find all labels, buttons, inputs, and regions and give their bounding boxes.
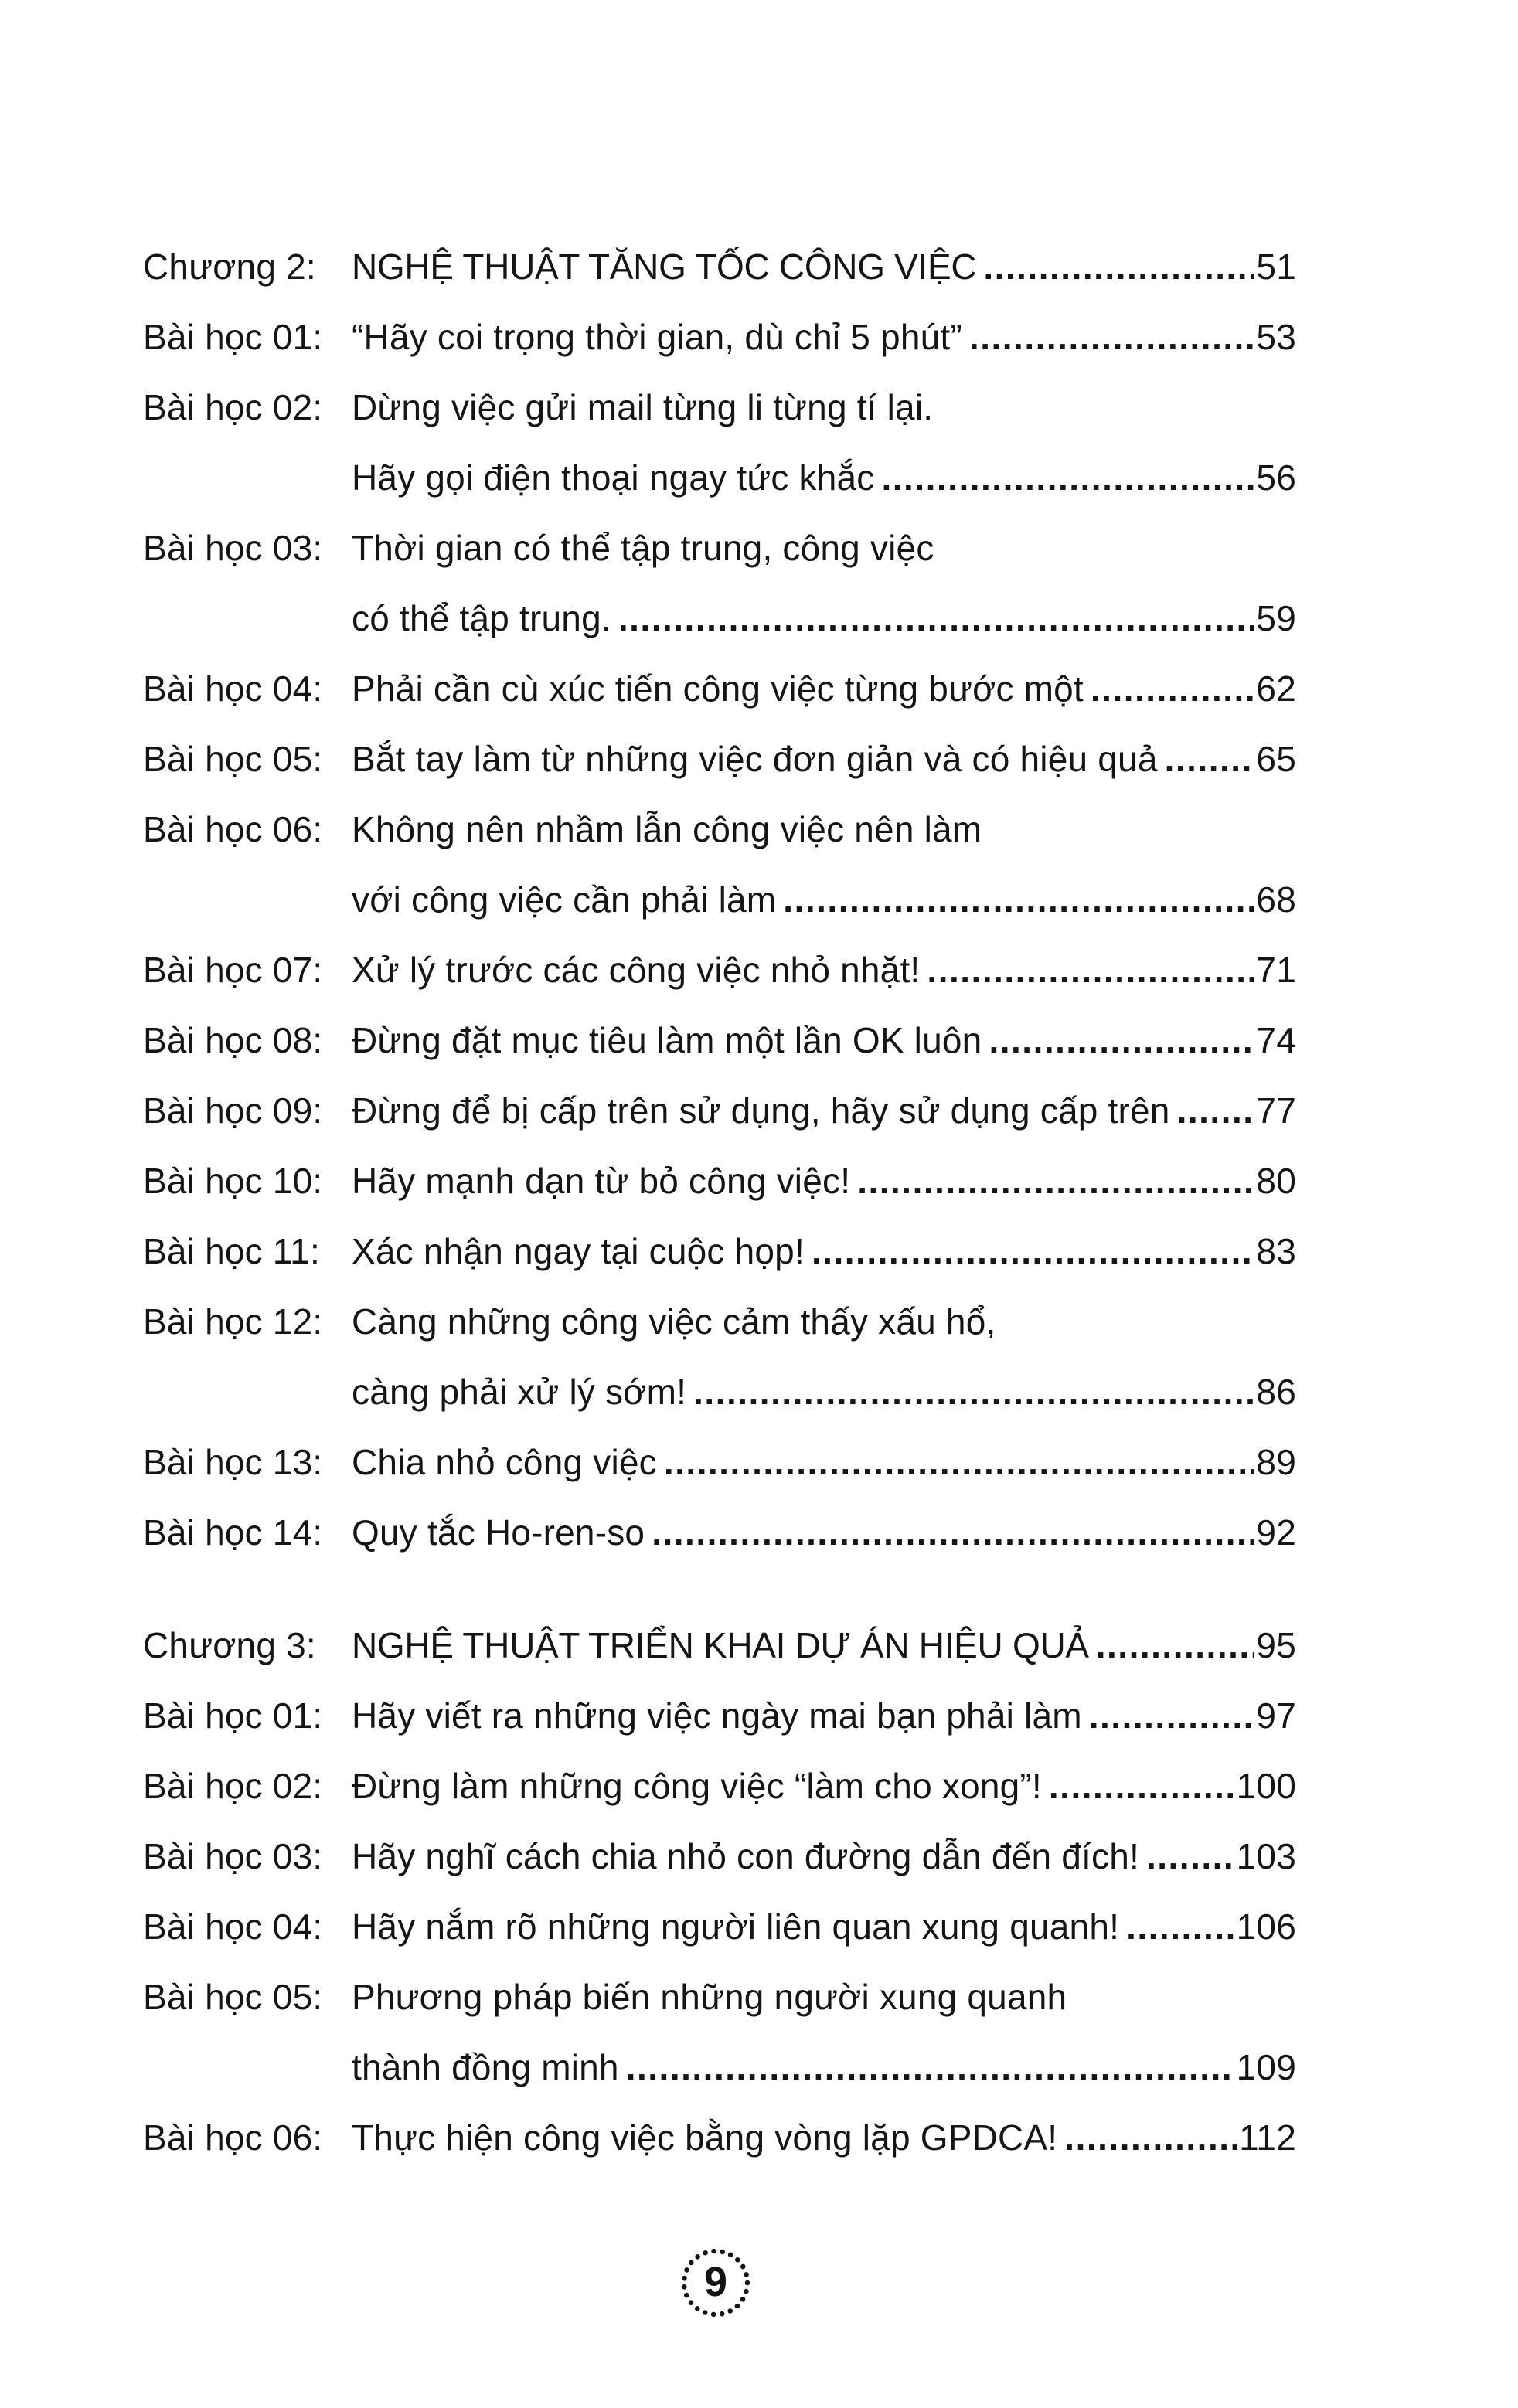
entry-label: Bài học 13:	[143, 1442, 323, 1482]
toc-list	[143, 232, 1296, 2173]
dot-leader	[989, 1005, 1254, 1076]
entry-page-number: 97	[1256, 1695, 1296, 1736]
entry-page-number: 106	[1236, 1906, 1296, 1947]
toc-entry-line	[143, 1427, 1296, 1498]
entry-title: Xử lý trước các công việc nhỏ nhặt!	[352, 950, 921, 990]
entry-label: Bài học 14:	[143, 1512, 323, 1553]
dot-leader	[927, 935, 1254, 1005]
entry-page-number: 68	[1256, 879, 1296, 920]
toc-entry-line	[143, 1146, 1296, 1216]
entry-title: Thực hiện công việc bằng vòng lặp GPDCA!	[352, 2117, 1058, 2158]
dot-leader	[812, 1216, 1254, 1287]
dot-leader	[983, 232, 1254, 302]
dot-leader	[693, 1357, 1254, 1427]
dot-leader	[1096, 1610, 1255, 1681]
entry-label: Bài học 09:	[143, 1090, 323, 1131]
dot-leader	[1049, 1751, 1235, 1821]
entry-page-number: 53	[1256, 317, 1296, 357]
toc-entry-line	[143, 1681, 1296, 1751]
entry-label: Bài học 01:	[143, 1695, 323, 1736]
toc-entry-line	[143, 1357, 1296, 1427]
toc-entry-line	[143, 1610, 1296, 1681]
entry-page-number: 62	[1256, 668, 1296, 709]
dot-leader	[664, 1427, 1255, 1498]
dot-leader	[1165, 724, 1255, 794]
entry-title: Bắt tay làm từ những việc đơn giản và có hiệu quả	[352, 739, 1158, 779]
entry-label: Bài học 08:	[143, 1020, 323, 1060]
entry-page-number: 56	[1256, 457, 1296, 498]
page-footer	[0, 2246, 1518, 2326]
toc-entry-line	[143, 583, 1296, 654]
entry-label: Bài học 05:	[143, 739, 323, 779]
entry-label: Bài học 10:	[143, 1161, 323, 1201]
entry-label: Bài học 03:	[143, 1836, 323, 1876]
dot-leader	[618, 583, 1255, 654]
entry-label: Bài học 02:	[143, 387, 323, 427]
entry-label: Bài học 05:	[143, 1977, 323, 2017]
entry-page-number: 80	[1256, 1161, 1296, 1201]
entry-page-number: 89	[1256, 1442, 1296, 1482]
entry-label: Bài học 04:	[143, 668, 323, 709]
entry-label: Bài học 12:	[143, 1301, 323, 1342]
entry-title: Không nên nhầm lẫn công việc nên làm	[352, 809, 982, 849]
entry-title: Đừng đặt mục tiêu làm một lần OK luôn	[352, 1020, 982, 1060]
entry-title: Chia nhỏ công việc	[352, 1442, 657, 1482]
toc-entry-line	[143, 935, 1296, 1005]
toc-entry-line	[143, 1962, 1296, 2032]
dot-leader	[969, 302, 1255, 372]
toc-entry-line	[143, 2032, 1296, 2103]
entry-title: Quy tắc Ho-ren-so	[352, 1512, 645, 1553]
entry-page-number: 83	[1256, 1231, 1296, 1271]
entry-title: Càng những công việc cảm thấy xấu hổ,	[352, 1301, 996, 1342]
toc-entry-line	[143, 1287, 1296, 1357]
entry-page-number: 74	[1256, 1020, 1296, 1060]
toc-entry-line	[143, 443, 1296, 513]
dot-leader	[1177, 1076, 1255, 1146]
entry-page-number: 95	[1256, 1625, 1296, 1665]
dot-leader	[626, 2032, 1235, 2103]
entry-page-number: 109	[1236, 2047, 1296, 2087]
entry-title: Hãy gọi điện thoại ngay tức khắc	[352, 457, 875, 498]
entry-title: Hãy nắm rõ những người liên quan xung quanh!	[352, 1906, 1120, 1947]
entry-page-number: 77	[1256, 1090, 1296, 1131]
entry-label: Chương 3:	[143, 1625, 316, 1665]
entry-label: Bài học 02:	[143, 1766, 323, 1806]
toc-entry-line	[143, 1076, 1296, 1146]
toc-entry-line	[143, 1216, 1296, 1287]
toc-entry-line	[143, 1005, 1296, 1076]
toc-entry-line	[143, 865, 1296, 935]
entry-title: thành đồng minh	[352, 2047, 619, 2087]
entry-page-number: 100	[1236, 1766, 1296, 1806]
dot-leader	[783, 865, 1254, 935]
entry-title: Dừng việc gửi mail từng li từng tí lại.	[352, 387, 934, 427]
entry-title: Đừng làm những công việc “làm cho xong”!	[352, 1766, 1042, 1806]
entry-label: Bài học 06:	[143, 809, 323, 849]
entry-page-number: 103	[1236, 1836, 1296, 1876]
entry-title: Đừng để bị cấp trên sử dụng, hãy sử dụng cấp trên	[352, 1090, 1170, 1131]
entry-label: Bài học 07:	[143, 950, 323, 990]
toc-entry-line	[143, 1498, 1296, 1568]
entry-title: có thể tập trung.	[352, 598, 611, 638]
entry-title: Xác nhận ngay tại cuộc họp!	[352, 1231, 805, 1271]
toc-entry-line	[143, 302, 1296, 372]
entry-title: Phương pháp biến những người xung quanh	[352, 1977, 1067, 2017]
entry-title: Phải cần cù xúc tiến công việc từng bước một	[352, 668, 1084, 709]
entry-title: với công việc cần phải làm	[352, 879, 777, 920]
entry-title: Thời gian có thể tập trung, công việc	[352, 528, 934, 568]
dot-leader	[881, 443, 1254, 513]
toc-entry-line	[143, 654, 1296, 724]
page-number-badge	[679, 2246, 753, 2320]
entry-page-number: 112	[1239, 2117, 1296, 2158]
dot-leader	[1089, 1681, 1255, 1751]
entry-page-number: 71	[1256, 950, 1296, 990]
dot-leader	[1091, 654, 1255, 724]
toc-entry-line	[143, 1751, 1296, 1821]
entry-title: NGHỆ THUẬT TĂNG TỐC CÔNG VIỆC	[352, 247, 977, 287]
entry-page-number: 65	[1256, 739, 1296, 779]
toc-entry-line	[143, 794, 1296, 865]
page-number: 9	[703, 2259, 728, 2305]
entry-title: NGHỆ THUẬT TRIỂN KHAI DỰ ÁN HIỆU QUẢ	[352, 1625, 1089, 1665]
toc-entry-line	[143, 513, 1296, 583]
entry-label: Chương 2:	[143, 247, 316, 287]
entry-title: Hãy viết ra những việc ngày mai bạn phải làm	[352, 1695, 1082, 1736]
entry-title: Hãy mạnh dạn từ bỏ công việc!	[352, 1161, 851, 1201]
entry-label: Bài học 01:	[143, 317, 323, 357]
entry-title: Hãy nghĩ cách chia nhỏ con đường dẫn đến đích!	[352, 1836, 1139, 1876]
entry-page-number: 86	[1256, 1372, 1296, 1412]
dot-leader	[652, 1498, 1254, 1568]
dot-leader	[857, 1146, 1254, 1216]
toc-entry-line	[143, 372, 1296, 443]
entry-page-number: 51	[1256, 247, 1296, 287]
entry-page-number: 59	[1256, 598, 1296, 638]
entry-title: càng phải xử lý sớm!	[352, 1372, 687, 1412]
entry-page-number: 92	[1256, 1512, 1296, 1553]
toc-entry-line	[143, 1892, 1296, 1962]
toc-entry-line	[143, 2103, 1296, 2173]
toc-entry-line	[143, 724, 1296, 794]
entry-label: Bài học 04:	[143, 1906, 323, 1947]
toc-entry-line	[143, 1821, 1296, 1892]
entry-label: Bài học 06:	[143, 2117, 323, 2158]
toc-entry-line	[143, 232, 1296, 302]
entry-title: “Hãy coi trọng thời gian, dù chỉ 5 phút”	[352, 317, 962, 357]
dot-leader	[1064, 2103, 1237, 2173]
entry-label: Bài học 11:	[143, 1231, 320, 1271]
dot-leader	[1126, 1892, 1235, 1962]
dot-leader	[1146, 1821, 1235, 1892]
entry-label: Bài học 03:	[143, 528, 323, 568]
